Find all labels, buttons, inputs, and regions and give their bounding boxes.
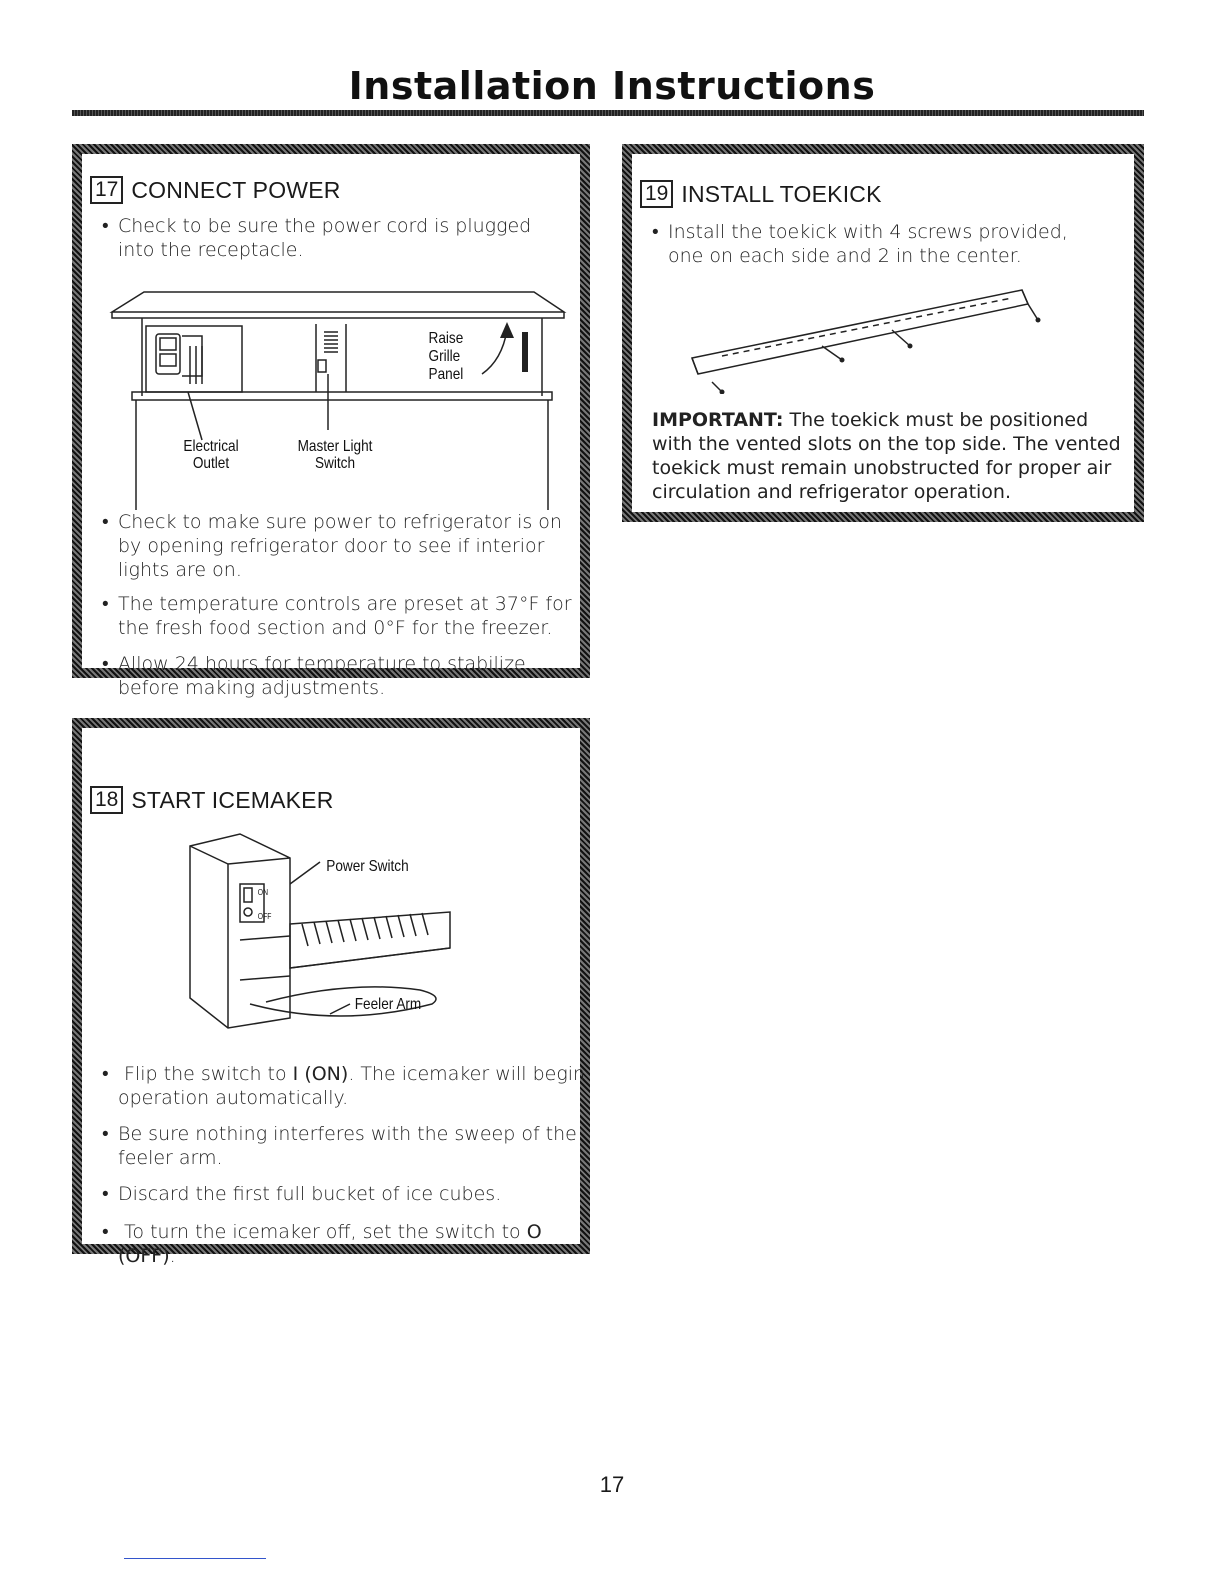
step-18-number: 18 xyxy=(90,786,123,814)
feeler-arm-label: Feeler Arm xyxy=(354,996,422,1013)
step-18-panel xyxy=(72,718,590,1267)
grille-label: Grille xyxy=(428,348,461,365)
off-mark: OFF xyxy=(257,912,272,921)
step-19-number: 19 xyxy=(640,180,673,208)
refrigerator-grille-illustration xyxy=(102,280,572,510)
step-17-heading xyxy=(90,176,341,204)
step-18-bullet-4 xyxy=(102,1220,598,1268)
toekick-figure xyxy=(682,274,1102,394)
important-note xyxy=(652,408,1132,504)
step-17-bullet-3: • The temperature controls are preset at 37°F for the fresh food section and 0°F for the freezer. xyxy=(102,592,578,640)
electrical-label-text: Electrical xyxy=(183,438,239,455)
step-19-bullet: • Install the toekick with 4 screws provided, one on each side and 2 in the center. xyxy=(652,220,1088,268)
step-18-bullet-2: • Be sure nothing interferes with the sweep of the feeler arm. xyxy=(102,1122,593,1170)
step-18-bullet-4-pre: To turn the icemaker off, set the switch to xyxy=(124,1221,527,1243)
page-title: Installation Instructions xyxy=(348,64,876,108)
electrical-outlet-label xyxy=(173,438,250,472)
on-mark: ON xyxy=(257,888,268,897)
step-18-bullet-1-post: . The icemaker will begin operation automatically. xyxy=(118,1063,586,1109)
step-17-bullet-4: • Allow 24 hours for temperature to stabilize before making adjustments. xyxy=(102,652,533,700)
step-17-number: 17 xyxy=(90,176,123,204)
step-18-bullet-1-pre: Flip the switch to xyxy=(124,1063,293,1085)
raise-label: Raise xyxy=(428,330,464,347)
footer-line xyxy=(124,1558,266,1559)
important-label: IMPORTANT: xyxy=(652,409,784,431)
step-18-bullet-3: • Discard the first full bucket of ice cubes. xyxy=(102,1182,588,1206)
step-18-heading xyxy=(90,786,334,814)
step-19-title: INSTALL TOEKICK xyxy=(681,180,882,207)
switch-label-text: Switch xyxy=(314,455,356,472)
on-setting: I (ON) xyxy=(292,1063,349,1085)
step-19-heading xyxy=(640,180,882,208)
step-19-panel xyxy=(622,144,1144,522)
important-text: The toekick must be positioned with the vented slots on the top side. The vented toekick must remain unobstructed for proper air circulation and refrigerator operation. xyxy=(652,409,1121,503)
page-number: 17 xyxy=(599,1472,625,1497)
connect-power-figure xyxy=(102,280,572,510)
icemaker-figure xyxy=(180,828,500,1038)
panel-label: Panel xyxy=(428,366,464,383)
title-divider xyxy=(72,110,1144,116)
step-17-panel xyxy=(72,144,590,699)
step-18-bullet-1 xyxy=(102,1062,588,1110)
master-light-switch-label xyxy=(288,438,382,472)
off-setting: O (OFF) xyxy=(118,1221,542,1267)
step-17-title: CONNECT POWER xyxy=(131,176,341,203)
step-17-bullet-2: • Check to make sure power to refrigerator is on by opening refrigerator door to see if interior lights are on. xyxy=(102,510,563,582)
outlet-label-text: Outlet xyxy=(192,455,230,472)
step-18-bullet-4-post: . xyxy=(169,1245,176,1267)
step-17-bullet-1: • Check to be sure the power cord is plugged into the receptacle. xyxy=(102,214,538,262)
step-18-title: START ICEMAKER xyxy=(131,786,334,813)
master-light-label-text: Master Light xyxy=(297,438,373,455)
power-switch-label: Power Switch xyxy=(326,858,409,875)
toekick-illustration xyxy=(682,274,1102,394)
